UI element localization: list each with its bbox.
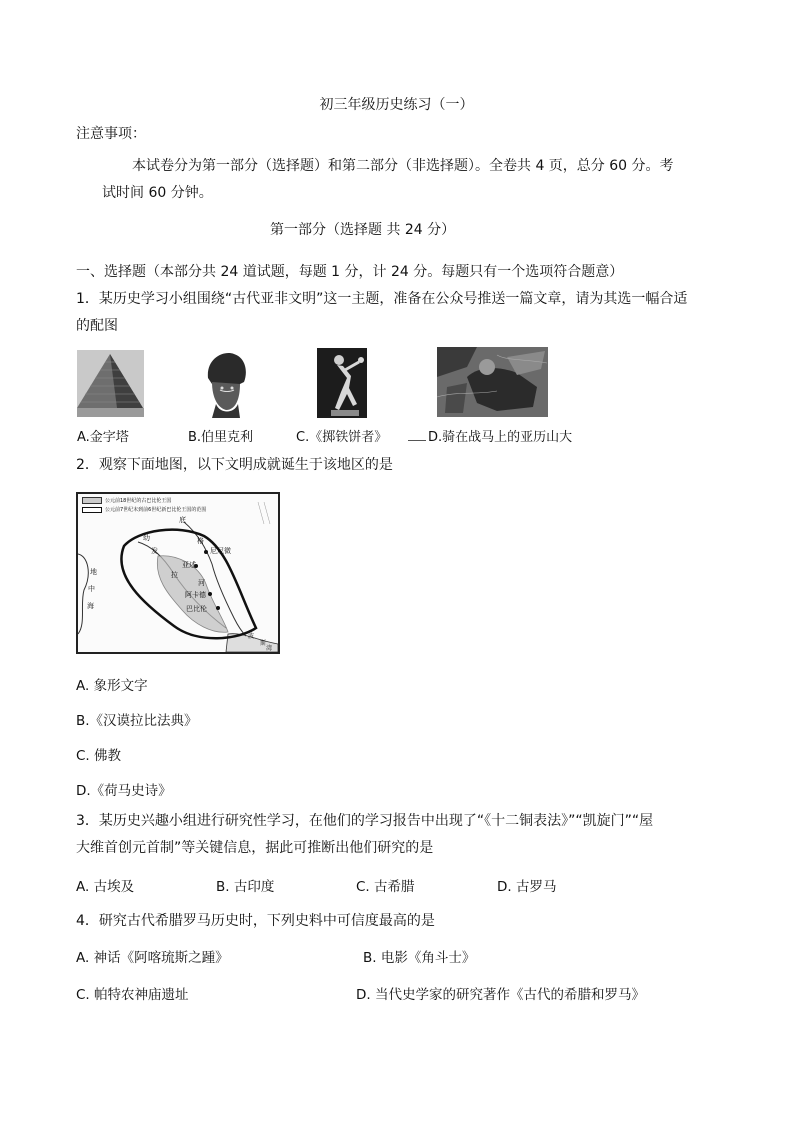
notice-label: 注意事项： (76, 126, 146, 142)
q4-option-d: D. 当代史学家的研究著作《古代的希腊和罗马》 (356, 987, 645, 1003)
q1-option-d: D.骑在战马上的亚历山大 (428, 430, 573, 445)
map-label-babylon: 巴比伦 (186, 605, 207, 613)
option-d-underline (408, 440, 426, 441)
map-legend-item-1 (82, 497, 171, 504)
pericles-bust-image (194, 348, 256, 420)
map-label-hai: 海 (87, 602, 94, 610)
map-label-fa: 发 (151, 547, 158, 555)
map-label-assyria: 亚述 (182, 561, 196, 569)
map-legend-label-2: 公元前7世纪末到前6世纪新巴比伦王国的范围 (105, 507, 207, 513)
q3-option-b: B. 古印度 (216, 879, 275, 895)
notice-text-line2: 试时间 60 分钟。 (102, 185, 213, 201)
q2-option-b: B.《汉谟拉比法典》 (76, 713, 198, 729)
legend-swatch-shaded (82, 497, 102, 504)
q3-option-d: D. 古罗马 (497, 879, 557, 895)
page-title: 初三年级历史练习（一） (319, 97, 474, 113)
q2-option-c: C. 佛教 (76, 748, 122, 764)
q1-option-b: B.伯里克利 (188, 430, 254, 445)
map-label-you: 幼 (143, 534, 150, 542)
map-label-he: 河 (198, 579, 205, 587)
part1-heading: 第一部分（选择题 共 24 分） (270, 222, 456, 238)
notice-text-line1: 本试卷分为第一部分（选择题）和第二部分（非选择题）。全卷共 4 页，总分 60 分。考 (132, 158, 674, 174)
map-label-nineveh: 尼尼微 (210, 547, 231, 555)
part1-instruction: 一、选择题（本部分共 24 道试题，每题 1 分，计 24 分。每题只有一个选项符合题意） (76, 264, 624, 280)
q1-option-a: A.金字塔 (77, 430, 129, 445)
map-label-zhong: 中 (88, 585, 95, 593)
q4-stem: 4．研究古代希腊罗马历史时，下列史料中可信度最高的是 (76, 913, 435, 929)
map-label-ge: 格 (197, 537, 204, 545)
q3-option-a: A. 古埃及 (76, 879, 135, 895)
map-label-bo: 波 (248, 633, 255, 640)
map-label-wan: 湾 (266, 645, 273, 652)
q3-stem-line1: 3．某历史兴趣小组进行研究性学习，在他们的学习报告中出现了“《十二铜表法》”“凯旋门”“屋 (76, 813, 654, 829)
map-label-akkad: 阿卡德 (185, 591, 206, 599)
q4-option-c: C. 帕特农神庙遗址 (76, 987, 189, 1003)
alexander-mosaic-image (437, 347, 548, 417)
map-label-si: 斯 (260, 640, 267, 647)
legend-swatch-outline (82, 507, 102, 513)
q4-option-b: B. 电影《角斗士》 (363, 950, 476, 966)
mesopotamia-map (76, 492, 280, 654)
map-label-di-sea: 地 (90, 568, 97, 576)
q3-option-c: C. 古希腊 (356, 879, 415, 895)
map-label-la: 拉 (171, 571, 178, 579)
discus-thrower-image (317, 348, 367, 418)
q2-option-a: A. 象形文字 (76, 678, 148, 694)
q1-stem-line1: 1．某历史学习小组围绕“古代亚非文明”这一主题，准备在公众号推送一篇文章，请为其选一幅合适 (76, 291, 688, 307)
map-label-di: 底 (179, 516, 186, 524)
q2-option-d: D.《荷马史诗》 (76, 783, 172, 799)
q4-option-a: A. 神话《阿喀琉斯之踵》 (76, 950, 229, 966)
q2-stem: 2．观察下面地图，以下文明成就诞生于该地区的是 (76, 457, 393, 473)
pyramid-image (77, 350, 144, 417)
q3-stem-line2: 大维首创元首制”等关键信息，据此可推断出他们研究的是 (76, 840, 434, 856)
map-legend-item-2 (82, 506, 206, 513)
map-legend-label-1: 公元前18世纪的古巴比伦王国 (105, 498, 172, 504)
q1-stem-line2: 的配图 (76, 318, 118, 334)
q1-option-c: C.《掷铁饼者》 (296, 430, 388, 445)
